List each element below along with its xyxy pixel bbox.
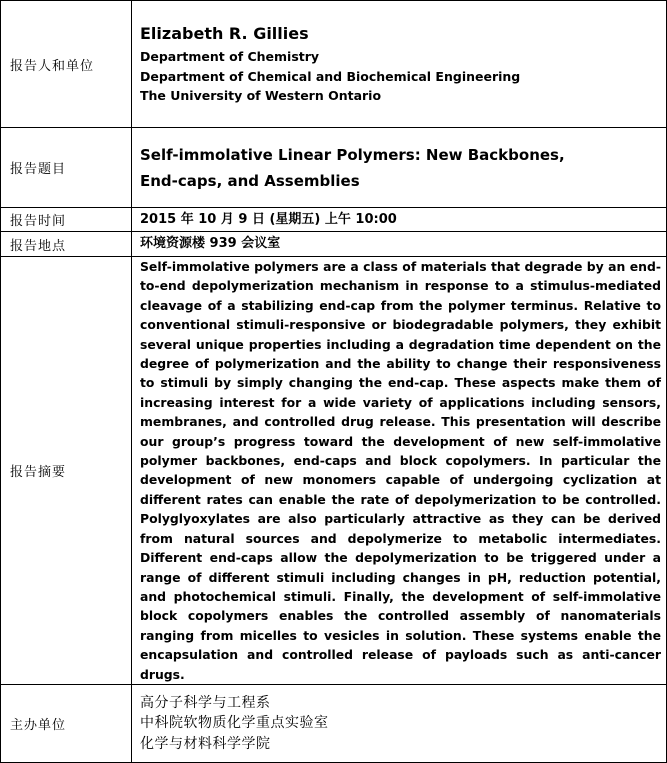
abstract-label: 报告摘要 <box>1 257 132 685</box>
speaker-cell <box>132 1 667 128</box>
affiliation-line: Department of Chemical and Biochemical Engineering <box>140 68 521 84</box>
time-label: 报告时间 <box>1 208 132 232</box>
time-value: 2015 年 10 月 9 日 (星期五) 上午 10:00 <box>132 208 667 232</box>
topic-cell <box>132 128 667 208</box>
row-location <box>1 232 667 257</box>
organizer-item: 高分子科学与工程系 <box>140 694 271 711</box>
organizers-label: 主办单位 <box>1 684 132 762</box>
speaker-label: 报告人和单位 <box>1 1 132 128</box>
row-speaker <box>1 1 667 128</box>
organizers-cell <box>132 684 667 762</box>
topic-line: End-caps, and Assemblies <box>140 171 360 190</box>
topic-line: Self-immolative Linear Polymers: New Backbones, <box>140 145 565 164</box>
row-time <box>1 208 667 232</box>
abstract-cell <box>132 257 667 685</box>
row-topic <box>1 128 667 208</box>
location-value: 环境资源楼 939 会议室 <box>132 232 667 257</box>
organizer-item: 中科院软物质化学重点实验室 <box>140 715 329 732</box>
abstract-text: Self-immolative polymers are a class of materials that degrade by an end-to-end depolymerization mechanism in response to a stimulus-mediated cleavage of a stabilizing end-cap from the polymer terminus. Relative to conventional stimuli-responsive or biodegradable polymers, they exhibit several unique properties including a degradation time dependent on the degree of polymerization and the ability to change their responsiveness to stimuli by simply changing the end-cap. These aspects make them of increasing interest for a wide variety of applications including sensors, membranes, and controlled drug release. This presentation will describe our group’s progress toward the development of new self-immolative polymer backbones, end-caps and block copolymers. In particular the development of new monomers capable of undergoing cyclization at different rates can enable the rate of depolymerization to be controlled. Polyglyoxylates are also particularly attractive as they can be derived from natural sources and depolymerize to metabolic intermediates. Different end-caps allow the depolymerization to be triggered under a range of different stimuli including changes in pH, reduction potential, and photochemical stimuli. Finally, the development of self-immolative block copolymers enables the controlled assembly of nanomaterials ranging from micelles to vesicles in solution. These systems enable the encapsulation and controlled release of payloads such as anti-cancer drugs. <box>140 259 661 682</box>
row-organizers <box>1 684 667 762</box>
affiliation-line: Department of Chemistry <box>140 49 320 65</box>
location-label: 报告地点 <box>1 232 132 257</box>
affiliation-line: The University of Western Ontario <box>140 88 382 104</box>
row-abstract <box>1 257 667 685</box>
topic-label: 报告题目 <box>1 128 132 208</box>
organizer-item: 化学与材料科学学院 <box>140 735 271 752</box>
speaker-name: Elizabeth R. Gillies <box>140 24 309 44</box>
